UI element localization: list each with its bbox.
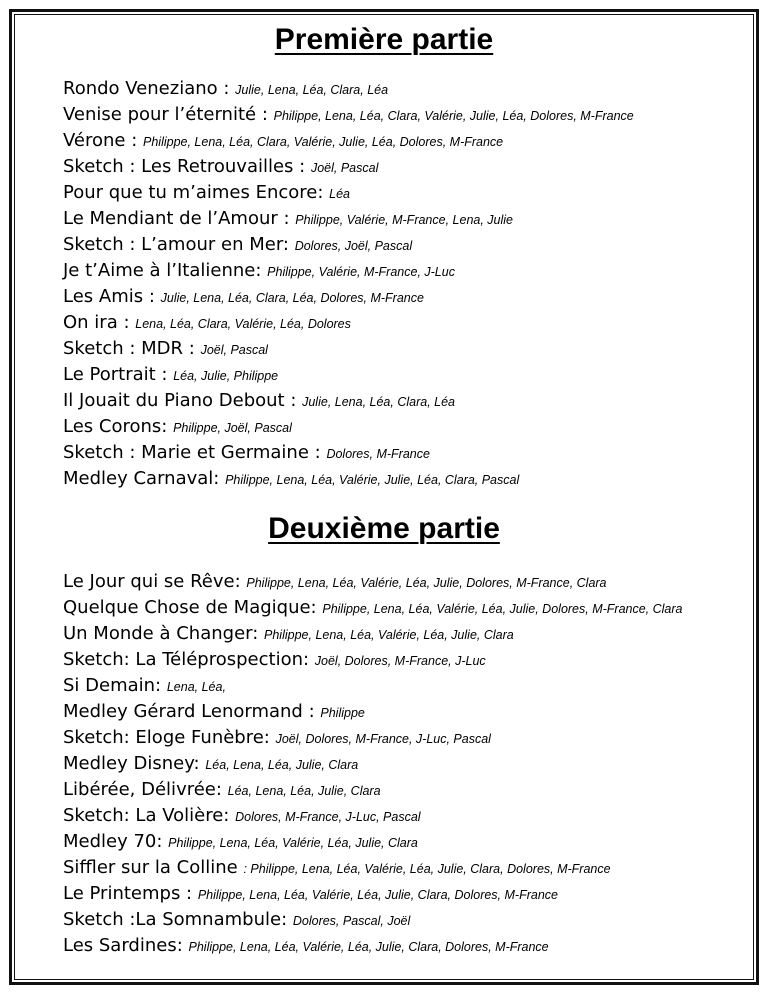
song-title: Sketch : MDR : [63,338,201,359]
performers: Philippe, Lena, Léa, Clara, Valérie, Julie, Léa, Dolores, M-France [143,135,504,149]
performers: Joël, Pascal [200,343,268,357]
performers: Lena, Léa, [166,680,226,694]
performers: Léa, Lena, Léa, Julie, Clara [227,784,381,798]
performers: Philippe, Joël, Pascal [173,421,292,435]
song-title: Le Mendiant de l’Amour : [63,208,296,229]
program-item [63,258,634,284]
song-title: Venise pour l’éternité : [63,104,274,125]
performers: Dolores, Pascal, Joël [292,914,411,928]
program-item [63,362,634,388]
performers: Philippe, Lena, Léa, Valérie, Léa, Julie, Clara [168,836,418,850]
program-list-part2 [63,569,683,959]
program-item [63,232,634,258]
performers: Léa [329,187,350,201]
section-title-part1: Première partie [274,23,494,56]
program-item [63,128,634,154]
program-item [63,388,634,414]
song-title: Sketch :La Somnambule: [63,909,293,930]
program-item [63,829,683,855]
performers: Léa, Lena, Léa, Julie, Clara [205,758,359,772]
performers: Philippe, Lena, Léa, Valérie, Léa, Julie, Dolores, M-France, Clara [322,602,683,616]
performers: Léa, Julie, Philippe [173,369,279,383]
song-title: Les Amis : [63,286,161,307]
song-title: Vérone : [63,130,143,151]
song-title: Sketch : Les Retrouvailles : [63,156,311,177]
song-title: Le Portrait : [63,364,174,385]
program-item [63,102,634,128]
song-title: Le Printemps : [63,883,198,904]
performers: Julie, Lena, Léa, Clara, Léa [235,83,389,97]
section-title-part2: Deuxième partie [268,512,500,545]
performers: Philippe, Valérie, M-France, J-Luc [267,265,455,279]
song-title: Le Jour qui se Rêve: [63,571,247,592]
program-item [63,310,634,336]
program-item [63,595,683,621]
program-item [63,569,683,595]
performers: Philippe, Valérie, M-France, Lena, Julie [295,213,513,227]
song-title: Quelque Chose de Magique: [63,597,323,618]
performers: Lena, Léa, Clara, Valérie, Léa, Dolores [135,317,351,331]
program-item [63,621,683,647]
song-title: Medley 70: [63,831,169,852]
program-item [63,440,634,466]
song-title: Un Monde à Changer: [63,623,265,644]
song-title: Pour que tu m’aimes Encore: [63,182,330,203]
program-item [63,855,683,881]
program-item [63,647,683,673]
song-title: Les Corons: [63,416,174,437]
performers: Philippe [320,706,365,720]
program-item [63,673,683,699]
performers: Joël, Pascal [310,161,379,175]
performers: : Philippe, Lena, Léa, Valérie, Léa, Julie, Clara, Dolores, M-France [243,862,611,876]
performers: Philippe, Lena, Léa, Clara, Valérie, Julie, Léa, Dolores, M-France [273,109,634,123]
song-title: Il Jouait du Piano Debout : [63,390,303,411]
program-list-part1 [63,76,634,492]
song-title: Les Sardines: [63,935,189,956]
song-title: Siffler sur la Colline [63,857,244,878]
song-title: Rondo Veneziano : [63,78,236,99]
performers: Dolores, M-France, J-Luc, Pascal [235,810,421,824]
performers: Philippe, Lena, Léa, Valérie, Julie, Léa, Clara, Pascal [225,473,520,487]
song-title: Sketch : L’amour en Mer: [63,234,295,255]
program-item [63,414,634,440]
song-title: Medley Disney: [63,753,206,774]
song-title: Je t’Aime à l’Italienne: [63,260,268,281]
performers: Dolores, M-France [326,447,430,461]
program-item [63,725,683,751]
program-item [63,284,634,310]
song-title: Sketch : Marie et Germaine : [63,442,327,463]
program-item [63,907,683,933]
program-item [63,933,683,959]
song-title: Libérée, Délivrée: [63,779,228,800]
performers: Julie, Lena, Léa, Clara, Léa [302,395,455,409]
performers: Dolores, Joël, Pascal [294,239,413,253]
program-item [63,777,683,803]
program-item [63,466,634,492]
program-item [63,751,683,777]
program-item [63,180,634,206]
song-title: On ira : [63,312,136,333]
performers: Philippe, Lena, Léa, Valérie, Léa, Julie, Clara, Dolores, M-France [197,888,558,902]
program-item [63,154,634,180]
song-title: Medley Carnaval: [63,468,226,489]
song-title: Sketch: La Téléprospection: [63,649,315,670]
song-title: Sketch: La Volière: [63,805,236,826]
program-item [63,699,683,725]
performers: Philippe, Lena, Léa, Valérie, Léa, Julie, Clara [264,628,514,642]
program-item [63,76,634,102]
song-title: Medley Gérard Lenormand : [63,701,321,722]
program-item [63,803,683,829]
song-title: Si Demain: [63,675,167,696]
performers: Joël, Dolores, M-France, J-Luc [314,654,486,668]
program-item [63,206,634,232]
program-item [63,336,634,362]
performers: Julie, Lena, Léa, Clara, Léa, Dolores, M-France [160,291,424,305]
song-title: Sketch: Eloge Funèbre: [63,727,276,748]
performers: Philippe, Lena, Léa, Valérie, Léa, Julie, Dolores, M-France, Clara [246,576,607,590]
performers: Philippe, Lena, Léa, Valérie, Léa, Julie, Clara, Dolores, M-France [188,940,549,954]
program-item [63,881,683,907]
performers: Joël, Dolores, M-France, J-Luc, Pascal [275,732,491,746]
